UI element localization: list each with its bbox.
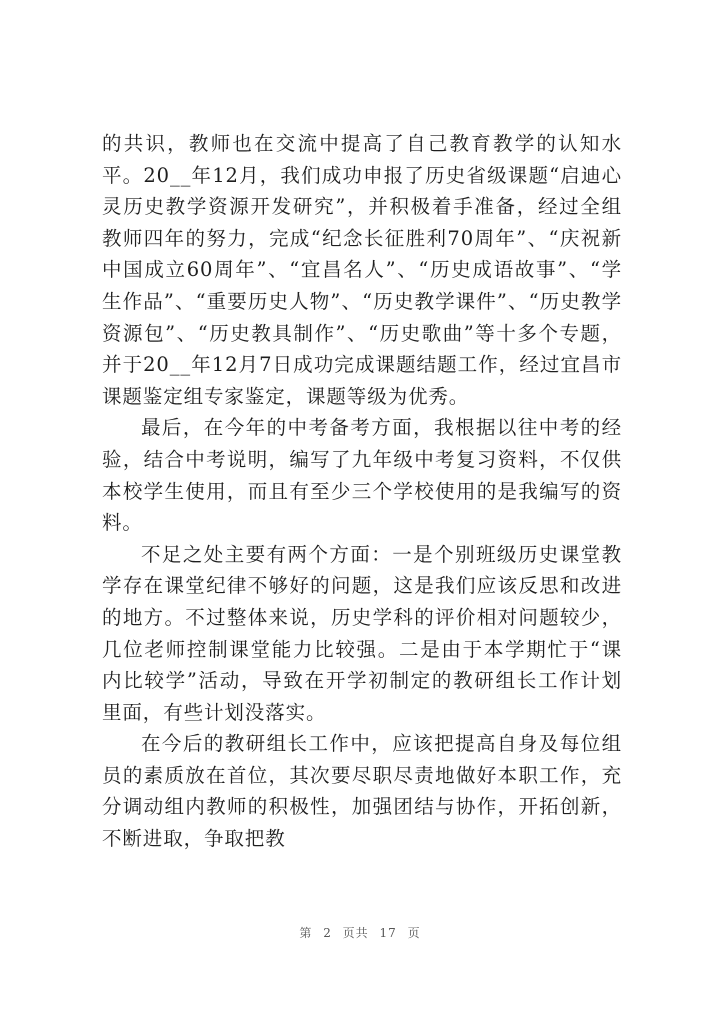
paragraph-shortcomings: 不足之处主要有两个方面：一是个别班级历史课堂教学存在课堂纪律不够好的问题，这是我们应该反思和改进的地方。不过整体来说，历史学科的评价相对问题较少，几位老师控制课堂能力比较强。二是由于本学期忙于“课内比较学”活动，导致在开学初制定的教研组长工作计划里面，有些计划没落实。	[102, 542, 622, 724]
document-body	[102, 128, 622, 855]
paragraph-exam-preparation: 最后，在今年的中考备考方面，我根据以往中考的经验，结合中考说明，编写了九年级中考复习资料，不仅供本校学生使用，而且有至少三个学校使用的是我编写的资料。	[102, 416, 622, 535]
paragraph-continuation: 的共识，教师也在交流中提高了自己教育教学的认知水平。20__年12月，我们成功申报了历史省级课题“启迪心灵历史教学资源开发研究”，并积极着手准备，经过全组教师四年的努力，完成“纪念长征胜利70周年”、“庆祝新中国成立60周年”、“宜昌名人”、“历史成语故事”、“学生作品”、“重要历史人物”、“历史教学课件”、“历史教学资源包”、“历史教具制作”、“历史歌曲”等十多个专题，并于20__年12月7日成功完成课题结题工作，经过宜昌市课题鉴定组专家鉴定，课题等级为优秀。	[102, 132, 622, 408]
page-number-footer: 第 2 页共 17 页	[299, 926, 421, 940]
paragraph-future-work: 在今后的教研组长工作中，应该把提高自身及每位组员的素质放在首位，其次要尽职尽责地做好本职工作，充分调动组内教师的积极性，加强团结与协作，开拓创新，不断进取，争取把教	[102, 732, 622, 851]
